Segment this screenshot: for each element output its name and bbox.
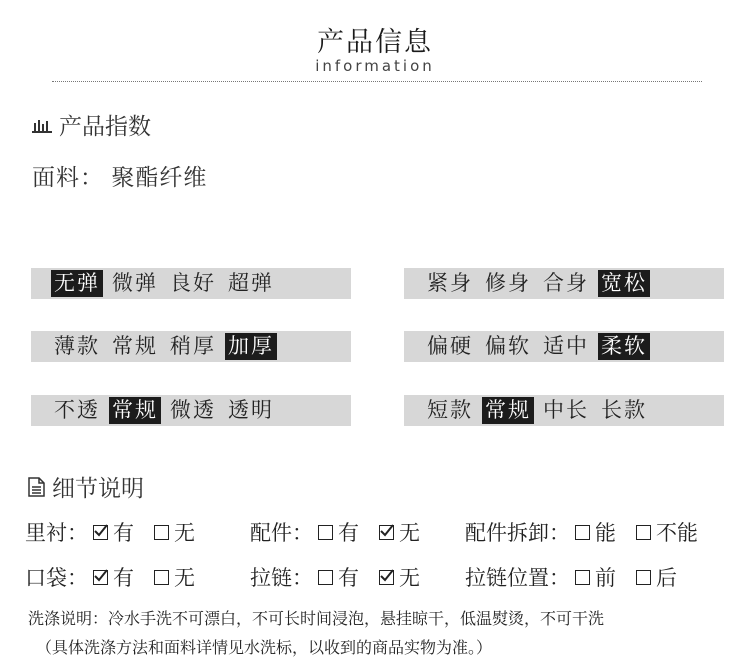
transparency-option: 微透 (170, 398, 216, 422)
zipper-checkbox[interactable] (318, 570, 333, 585)
transparency-option: 透明 (228, 398, 274, 422)
index-section-header (32, 108, 151, 141)
detail-zipper (250, 562, 440, 592)
document-icon (28, 477, 45, 497)
transparency-option: 不透 (54, 398, 100, 422)
zipper_position-checkbox[interactable] (636, 570, 651, 585)
length-option-selected: 常规 (482, 397, 534, 424)
zipper-option-label: 有 (338, 566, 359, 590)
accessory_removable-option-label: 能 (595, 521, 616, 545)
pocket-option-label: 无 (174, 566, 195, 590)
softness-option: 偏硬 (427, 334, 473, 358)
wash-instructions-line1: 洗涤说明：冷水手洗不可漂白，不可长时间浸泡，悬挂晾干，低温熨烫，不可干洗 (28, 609, 605, 628)
fit-option: 修身 (485, 271, 531, 295)
detail-section-title: 细节说明 (52, 476, 144, 502)
dotted-divider (52, 81, 702, 82)
thickness-option-selected: 加厚 (225, 333, 277, 360)
length-option: 短款 (427, 398, 473, 422)
zipper_position-checkbox[interactable] (575, 570, 590, 585)
zipper_position-label: 拉链位置： (465, 566, 570, 590)
lining-option-label: 无 (174, 521, 195, 545)
pocket-option-label: 有 (113, 566, 134, 590)
accessory_removable-label: 配件拆卸： (465, 521, 570, 545)
bar-chart-icon (32, 117, 52, 133)
transparency-option-selected: 常规 (109, 397, 161, 424)
fit-option: 合身 (543, 271, 589, 295)
accessory_removable-checkbox[interactable] (575, 525, 590, 540)
elasticity-option: 超弹 (228, 271, 274, 295)
pocket-checkbox-checked[interactable] (93, 570, 108, 585)
bar-softness (404, 331, 724, 362)
zipper_position-option-label: 后 (656, 566, 677, 590)
thickness-option: 常规 (112, 334, 158, 358)
pocket-checkbox[interactable] (154, 570, 169, 585)
index-section-title: 产品指数 (59, 114, 151, 140)
thickness-option: 薄款 (54, 334, 100, 358)
elasticity-option: 良好 (170, 271, 216, 295)
accessory-checkbox[interactable] (318, 525, 333, 540)
fabric-line (32, 159, 207, 192)
accessory-option-label: 有 (338, 521, 359, 545)
detail-pocket (25, 562, 215, 592)
wash-instructions-line2: （具体洗涤方法和面料详情见水洗标，以收到的商品实物为准。） (36, 638, 493, 657)
pocket-label: 口袋： (25, 566, 88, 590)
detail-lining (25, 517, 215, 547)
accessory-option-label: 无 (399, 521, 420, 545)
length-option: 长款 (601, 398, 647, 422)
page-subtitle: information (315, 57, 435, 75)
detail-accessory (250, 517, 440, 547)
detail-section-header (28, 470, 144, 503)
elasticity-option: 微弹 (112, 271, 158, 295)
accessory-checkbox-checked[interactable] (379, 525, 394, 540)
lining-label: 里衬： (25, 521, 88, 545)
accessory_removable-option-label: 不能 (656, 521, 698, 545)
fit-option-selected: 宽松 (598, 270, 650, 297)
accessory_removable-checkbox[interactable] (636, 525, 651, 540)
zipper-label: 拉链： (250, 566, 313, 590)
lining-checkbox[interactable] (154, 525, 169, 540)
zipper-checkbox-checked[interactable] (379, 570, 394, 585)
page-title: 产品信息 (317, 27, 433, 58)
lining-option-label: 有 (113, 521, 134, 545)
bar-thickness (31, 331, 351, 362)
bar-fit (404, 268, 724, 299)
lining-checkbox-checked[interactable] (93, 525, 108, 540)
bar-length (404, 395, 724, 426)
fabric-value: 聚酯纤维 (111, 165, 208, 191)
bar-transparency (31, 395, 351, 426)
fabric-label: 面料： (32, 165, 104, 191)
thickness-option: 稍厚 (170, 334, 216, 358)
accessory-label: 配件： (250, 521, 313, 545)
zipper-option-label: 无 (399, 566, 420, 590)
length-option: 中长 (543, 398, 589, 422)
elasticity-option-selected: 无弹 (51, 270, 103, 297)
bar-elasticity (31, 268, 351, 299)
detail-accessory-removable (465, 517, 718, 547)
softness-option-selected: 柔软 (598, 333, 650, 360)
softness-option: 适中 (543, 334, 589, 358)
zipper_position-option-label: 前 (595, 566, 616, 590)
fit-option: 紧身 (427, 271, 473, 295)
detail-zipper-position (465, 562, 697, 592)
softness-option: 偏软 (485, 334, 531, 358)
